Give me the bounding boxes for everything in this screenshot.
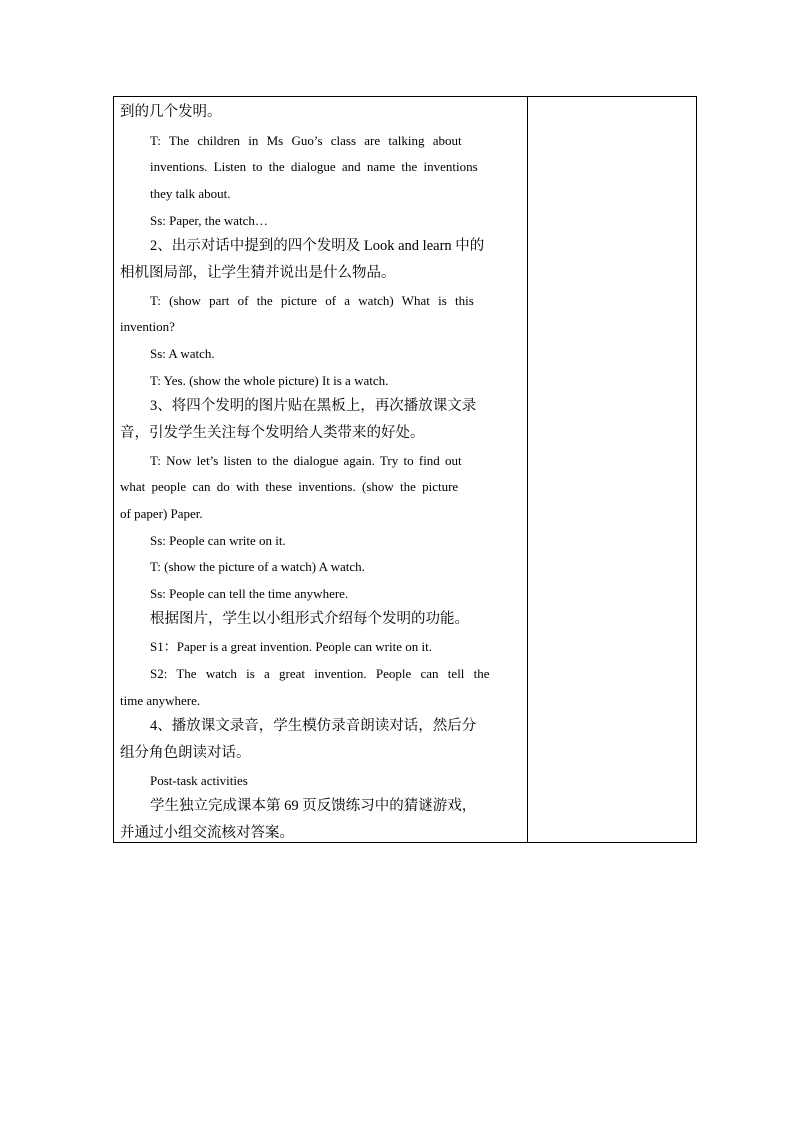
text-line: 组分角色朗读对话。: [120, 745, 251, 761]
text-line: 3、将四个发明的图片贴在黑板上，再次播放课文录: [150, 398, 477, 414]
lesson-plan-table: [113, 96, 697, 843]
text-line: T: Now let’s listen to the dialogue again. Try to find out: [150, 453, 462, 468]
text-line: 相机图局部，让学生猜并说出是什么物品。: [120, 265, 396, 281]
text-line: T: (show part of the picture of a watch) What is this: [150, 293, 474, 308]
text-line: time anywhere.: [120, 693, 201, 708]
text-line: invention?: [120, 319, 175, 334]
text-line: S1：Paper is a great invention. People can write on it.: [150, 639, 432, 654]
text-line: [150, 133, 518, 149]
notes-cell: [528, 97, 696, 842]
text-line: they talk about.: [150, 186, 231, 201]
text-line-content: T: The children in Ms Guo’s class are talking about: [150, 133, 462, 148]
text-line: 到的几个发明。: [120, 104, 222, 120]
text-line: 并通过小组交流核对答案。: [120, 825, 294, 841]
text-line: Ss: People can write on it.: [150, 533, 286, 548]
text-line: Ss: People can tell the time anywhere.: [150, 586, 349, 601]
text-line: 2、出示对话中提到的四个发明及 Look and learn 中的: [150, 238, 485, 254]
text-line: T: (show the picture of a watch) A watch.: [150, 559, 365, 574]
text-line: what people can do with these inventions. (show the picture: [120, 479, 459, 494]
section-heading: Post-task activities: [150, 773, 248, 788]
text-line: of paper) Paper.: [120, 506, 203, 521]
text-line: Ss: A watch.: [150, 346, 215, 361]
text-line: 4、播放课文录音，学生模仿录音朗读对话，然后分: [150, 718, 477, 734]
text-line: inventions. Listen to the dialogue and name the inventions: [150, 159, 478, 174]
text-line: T: Yes. (show the whole picture) It is a watch.: [150, 373, 389, 388]
text-line: 音，引发学生关注每个发明给人类带来的好处。: [120, 425, 425, 441]
text-line: 学生独立完成课本第 69 页反馈练习中的猜谜游戏，: [150, 798, 477, 814]
text-line: Ss: Paper, the watch…: [150, 213, 268, 228]
text-line: S2: The watch is a great invention. People can tell the: [150, 666, 490, 681]
text-line: 根据图片，学生以小组形式介绍每个发明的功能。: [150, 611, 469, 627]
